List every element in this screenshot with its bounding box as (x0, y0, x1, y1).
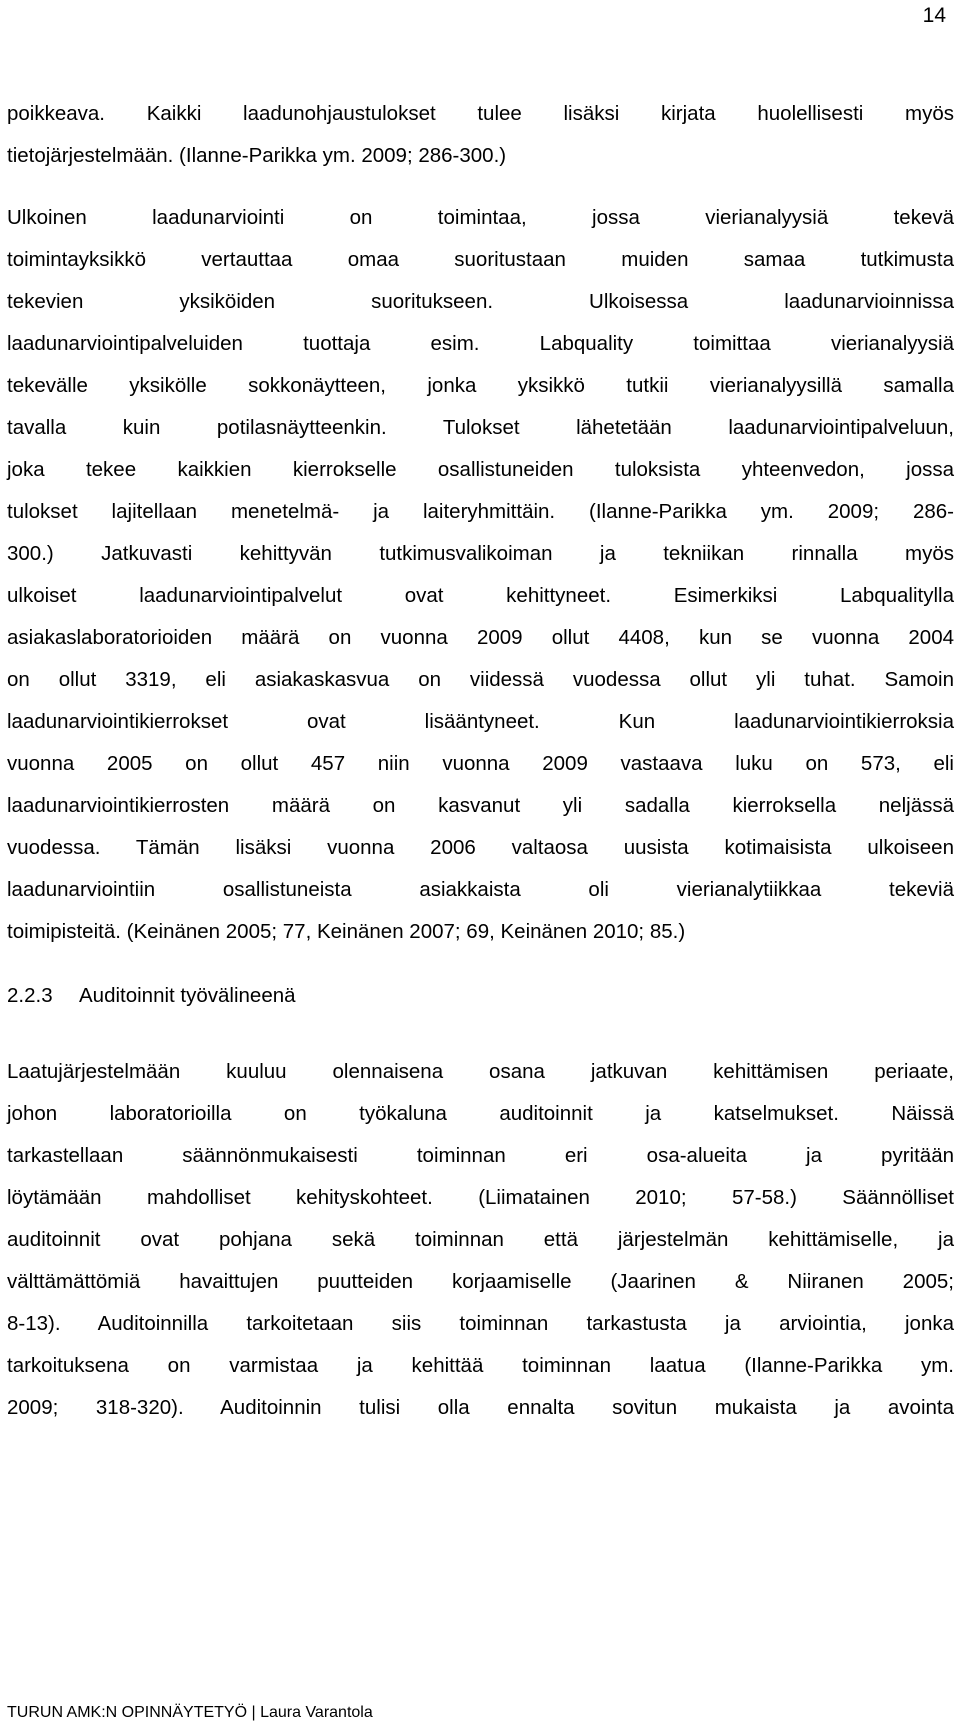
text-line: tarkoituksena on varmistaa ja kehittää toiminnan laatua (Ilanne-Parikka ym. (7, 1354, 954, 1377)
text-line: 2009; 318-320). Auditoinnin tulisi olla ennalta sovitun mukaista ja avointa (7, 1396, 954, 1419)
text-line: tekevien yksiköiden suoritukseen. Ulkoisessa laadunarvioinnissa (7, 290, 954, 313)
text-line: toimintayksikkö vertauttaa omaa suoritustaan muiden samaa tutkimusta (7, 248, 954, 271)
text-line: laadunarviointiin osallistuneista asiakkaista oli vierianalytiikkaa tekeviä (7, 878, 954, 901)
page-number: 14 (922, 4, 946, 27)
text-line: laadunarviointipalveluiden tuottaja esim. Labquality toimittaa vierianalyysiä (7, 332, 954, 355)
text-line: välttämättömiä havaittujen puutteiden korjaamiselle (Jaarinen & Niiranen 2005; (7, 1270, 954, 1293)
text-line: ulkoiset laadunarviointipalvelut ovat kehittyneet. Esimerkiksi Labqualitylla (7, 584, 954, 607)
text-line: tarkastellaan säännönmukaisesti toiminnan eri osa-alueita ja pyritään (7, 1144, 954, 1167)
text-line: löytämään mahdolliset kehityskohteet. (Liimatainen 2010; 57-58.) Säännölliset (7, 1186, 954, 1209)
section-number: 2.2.3 (7, 984, 53, 1007)
text-line: vuonna 2005 on ollut 457 niin vuonna 2009 vastaava luku on 573, eli (7, 752, 954, 775)
section-heading (7, 983, 296, 1009)
text-line: poikkeava. Kaikki laadunohjaustulokset tulee lisäksi kirjata huolellisesti myös (7, 102, 954, 125)
text-line: Laatujärjestelmään kuuluu olennaisena osana jatkuvan kehittämisen periaate, (7, 1060, 954, 1083)
text-line: tulokset lajitellaan menetelmä- ja laiteryhmittäin. (Ilanne-Parikka ym. 2009; 286- (7, 500, 954, 523)
text-line: Ulkoinen laadunarviointi on toimintaa, jossa vierianalyysiä tekevä (7, 206, 954, 229)
text-line: toimipisteitä. (Keinänen 2005; 77, Keinänen 2007; 69, Keinänen 2010; 85.) (7, 920, 686, 943)
text-line: 300.) Jatkuvasti kehittyvän tutkimusvalikoiman ja tekniikan rinnalla myös (7, 542, 954, 565)
text-line: vuodessa. Tämän lisäksi vuonna 2006 valtaosa uusista kotimaisista ulkoiseen (7, 836, 954, 859)
text-line: asiakaslaboratorioiden määrä on vuonna 2009 ollut 4408, kun se vuonna 2004 (7, 626, 954, 649)
text-line: tekevälle yksikölle sokkonäytteen, jonka yksikkö tutkii vierianalyysillä samalla (7, 374, 954, 397)
section-title: Auditoinnit työvälineenä (79, 984, 296, 1007)
text-line: johon laboratorioilla on työkaluna auditoinnit ja katselmukset. Näissä (7, 1102, 954, 1125)
text-line: on ollut 3319, eli asiakaskasvua on viidessä vuodessa ollut yli tuhat. Samoin (7, 668, 954, 691)
text-line: laadunarviointikierrosten määrä on kasvanut yli sadalla kierroksella neljässä (7, 794, 954, 817)
text-line: tietojärjestelmään. (Ilanne-Parikka ym. 2009; 286-300.) (7, 144, 507, 167)
text-line: tavalla kuin potilasnäytteenkin. Tulokset lähetetään laadunarviointipalveluun, (7, 416, 954, 439)
text-line: auditoinnit ovat pohjana sekä toiminnan että järjestelmän kehittämiselle, ja (7, 1228, 954, 1251)
text-line: 8-13). Auditoinnilla tarkoitetaan siis toiminnan tarkastusta ja arviointia, jonka (7, 1312, 954, 1335)
text-line: laadunarviointikierrokset ovat lisääntyneet. Kun laadunarviointikierroksia (7, 710, 954, 733)
text-line: joka tekee kaikkien kierrokselle osallistuneiden tuloksista yhteenvedon, jossa (7, 458, 954, 481)
page-footer: TURUN AMK:N OPINNÄYTETYÖ | Laura Varantola (7, 1704, 373, 1721)
